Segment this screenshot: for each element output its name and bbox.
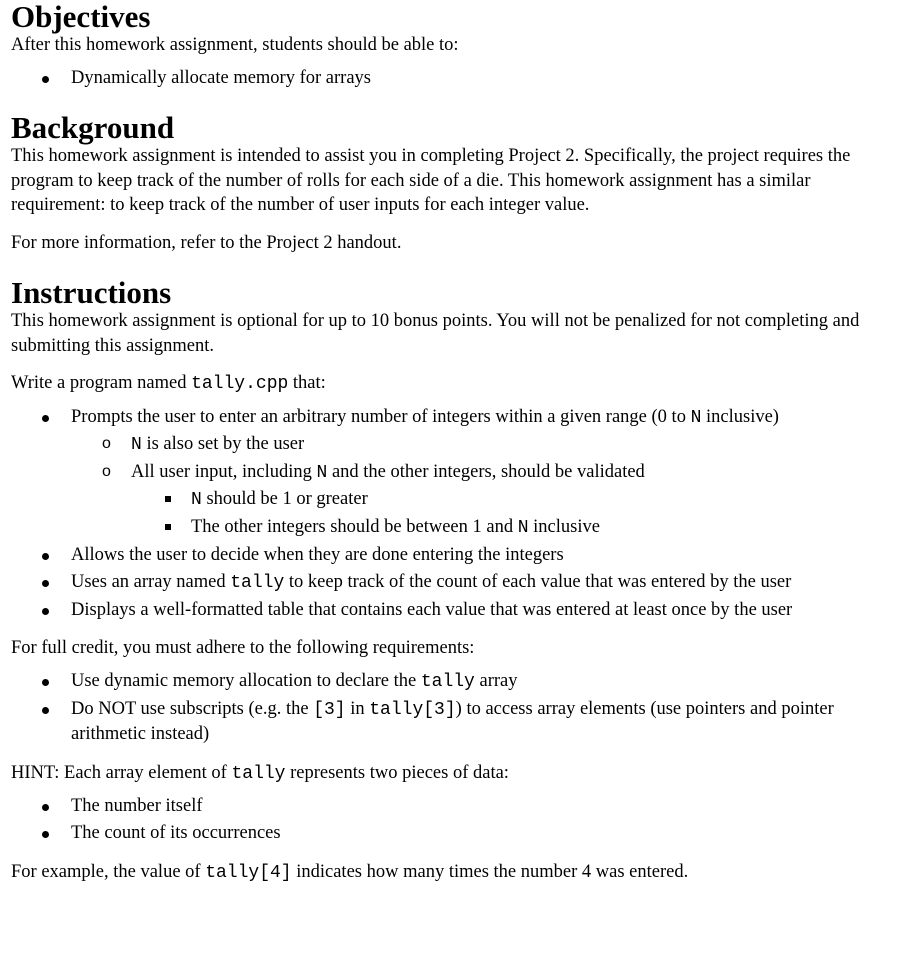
list-item: The number itself — [11, 794, 905, 819]
instructions-paragraph: This homework assignment is optional for up to 10 bonus points. You will not be penalized for not completing and submitting this assignment. — [11, 311, 860, 356]
list-item: Allows the user to decide when they are done entering the integers — [11, 543, 905, 568]
requirements-list — [11, 669, 905, 747]
bullet-icon — [42, 76, 49, 83]
bullet-icon — [42, 553, 49, 560]
bullet-icon — [42, 415, 49, 422]
bullet-icon — [42, 679, 49, 686]
bullet-icon — [42, 804, 49, 811]
hollow-bullet-icon: o — [102, 462, 111, 480]
square-bullet-icon — [165, 496, 171, 502]
list-item: The count of its occurrences — [11, 821, 905, 846]
objectives-list — [11, 66, 905, 91]
bullet-icon — [42, 608, 49, 615]
write-program-line: Write a program named tally.cpp that: — [11, 373, 326, 394]
sub-sub-list — [131, 487, 905, 540]
instructions-heading: Instructions — [11, 275, 172, 310]
background-paragraph: For more information, refer to the Project 2 handout. — [11, 232, 402, 253]
bullet-icon — [42, 831, 49, 838]
hollow-bullet-icon: o — [102, 435, 111, 452]
list-item: Do NOT use subscripts (e.g. the [3] in tally[3]) to access array elements (use pointers and pointer arithmetic instead) — [11, 697, 905, 747]
code-filename: tally.cpp — [191, 374, 289, 394]
square-bullet-icon — [165, 524, 171, 530]
example-line: For example, the value of tally[4] indicates how many times the number 4 was entered. — [11, 861, 689, 883]
credit-intro: For full credit, you must adhere to the following requirements: — [11, 638, 475, 658]
background-paragraph: This homework assignment is intended to assist you in completing Project 2. Specifically, the project requires the program to keep track of the number of rolls for each side of a die. This homework assignment has a similar requirement: to keep track of the number of user inputs for each integer value. — [11, 146, 851, 215]
sub-sub-list-item: The other integers should be between 1 and N inclusive — [131, 515, 905, 541]
list-item: Displays a well-formatted table that contains each value that was entered at least once by the user — [11, 598, 905, 623]
hint-line: HINT: Each array element of tally represents two pieces of data: — [11, 762, 509, 784]
instruction-bullets — [11, 405, 905, 623]
list-item: Use dynamic memory allocation to declare the tally array — [11, 669, 905, 695]
background-heading: Background — [11, 110, 175, 145]
sub-list-item: o N is also set by the user — [102, 434, 305, 455]
sub-sub-list-item: N should be 1 or greater — [131, 487, 905, 513]
hint-list — [11, 794, 905, 846]
list-item: Prompts the user to enter an arbitrary number of integers within a given range (0 to N inclusive) o N is also set by the user o All user input, including N and the other integers, should be validated N should be 1 or greater The other integers should be between 1 and N inclusive — [11, 405, 905, 541]
sub-list-item: o All user input, including N and the other integers, should be validated N should be 1 or greater The other integers should be between 1 and N inclusive — [71, 460, 905, 541]
bullet-icon — [42, 580, 49, 587]
objectives-intro: After this homework assignment, students should be able to: — [11, 35, 459, 55]
list-item: Uses an array named tally to keep track of the count of each value that was entered by the user — [11, 570, 905, 596]
sub-list — [71, 432, 905, 540]
list-item-text: Dynamically allocate memory for arrays — [71, 67, 371, 88]
bullet-icon — [42, 707, 49, 714]
list-item — [11, 66, 905, 91]
objectives-heading: Objectives — [11, 0, 151, 34]
